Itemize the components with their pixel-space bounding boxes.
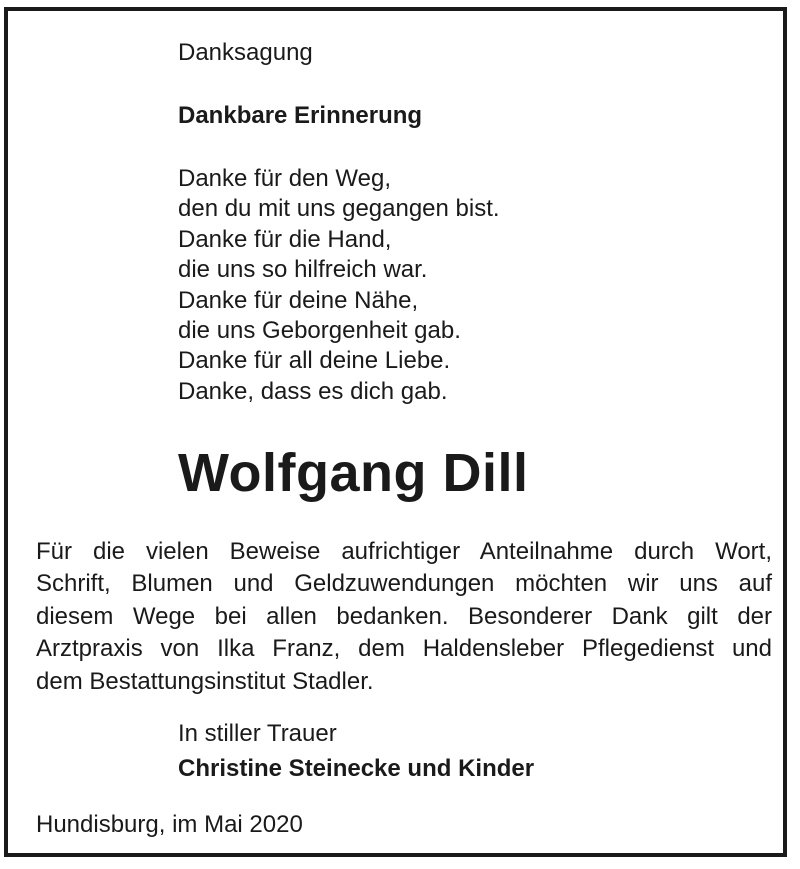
poem-line: die uns Geborgenheit gab.	[178, 317, 461, 345]
paragraph-line: Für die vielen Beweise aufrichtiger Anteilnahme durch Wort,	[36, 538, 772, 565]
poem-line: Danke für deine Nähe,	[178, 286, 419, 314]
mourning-label: In stiller Trauer	[178, 720, 337, 747]
poem-line: Danke für all deine Liebe.	[178, 347, 451, 375]
notice-subtitle: Dankbare Erinnerung	[178, 102, 423, 129]
paragraph-line: diesem Wege bei allen bedanken. Besonderer Dank gilt der	[36, 602, 772, 630]
place-and-date: Hundisburg, im Mai 2020	[36, 811, 303, 838]
poem-line: Danke für die Hand,	[178, 225, 392, 253]
signers: Christine Steinecke und Kinder	[178, 755, 535, 782]
paragraph-line: Schrift, Blumen und Geldzuwendungen möchten wir uns auf	[36, 570, 772, 598]
poem-line: Danke, dass es dich gab.	[178, 377, 448, 405]
notice-caption: Danksagung	[178, 39, 313, 66]
poem-line: Danke für den Weg,	[178, 165, 392, 192]
obituary-notice-frame	[4, 7, 787, 857]
poem-line: den du mit uns gegangen bist.	[178, 195, 500, 223]
paragraph-line: dem Bestattungsinstitut Stadler.	[36, 667, 374, 695]
memorial-poem	[178, 164, 500, 407]
deceased-name: Wolfgang Dill	[178, 443, 529, 503]
thanks-paragraph	[36, 536, 772, 698]
paragraph-line: Arztpraxis von Ilka Franz, dem Haldensleber Pflegedienst und	[36, 635, 772, 663]
poem-line: die uns so hilfreich war.	[178, 256, 428, 284]
